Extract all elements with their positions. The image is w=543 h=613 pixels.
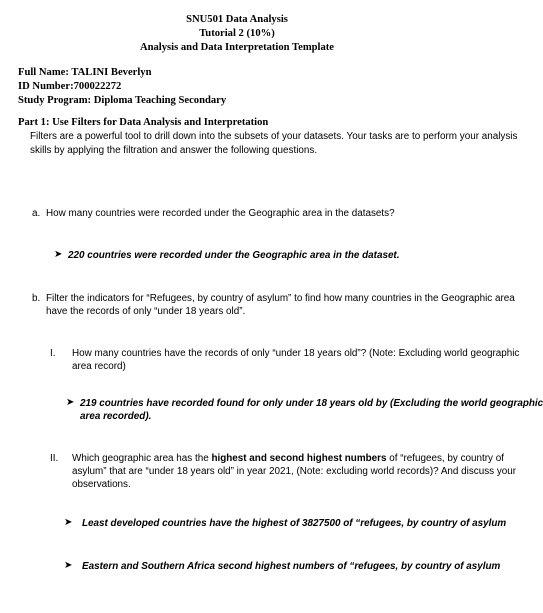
template-title: Analysis and Data Interpretation Template — [139, 42, 335, 53]
answer-b2-line1: Least developed countries have the highest of 3827500 of “refugees, by country of asylum — [82, 518, 507, 529]
part1-heading: Part 1: Use Filters for Data Analysis and Interpretation — [18, 117, 269, 128]
answer-b1-line1: 219 countries have recorded found for only under 18 years old by (Excluding the world geographic — [80, 398, 543, 409]
answer-b2-bullet-icon-1: ➤ — [64, 517, 73, 528]
question-b2-line2: asylum” that are “under 18 years old” in year 2021, (Note: excluding world records)? And discuss your — [72, 466, 517, 477]
student-name: Full Name: TALINI Beverlyn — [18, 67, 152, 78]
answer-a-text: 220 countries were recorded under the Geographic area in the dataset. — [68, 250, 400, 261]
question-b-line1: Filter the indicators for “Refugees, by country of asylum” to find how many countries in the Geographic area — [46, 293, 515, 304]
part1-intro-line2: skills by applying the filtration and answer the following questions. — [30, 145, 318, 156]
question-b2-emphasis: highest and second highest numbers — [211, 453, 387, 464]
answer-a-bullet-icon: ➤ — [54, 249, 63, 260]
answer-b2-bullet-icon-2: ➤ — [64, 560, 73, 571]
question-b2-marker: II. — [50, 453, 59, 464]
question-a-text: How many countries were recorded under the Geographic area in the datasets? — [46, 208, 395, 219]
course-title: SNU501 Data Analysis — [186, 14, 288, 25]
question-b-marker: b. — [32, 293, 41, 304]
part1-intro-line1: Filters are a powerful tool to drill down into the subsets of your datasets. Your tasks are to perform your analysis — [30, 131, 518, 142]
question-b2-line3: observations. — [72, 479, 131, 490]
answer-b1-bullet-icon: ➤ — [66, 397, 75, 408]
question-b2-post: of “refugees, by country of — [386, 453, 504, 464]
question-b1-line2: area record) — [72, 361, 126, 372]
study-program: Study Program: Diploma Teaching Secondary — [18, 95, 227, 106]
answer-b1-line2: area recorded). — [80, 411, 152, 422]
question-b2-line1 — [72, 453, 504, 464]
question-b2-pre: Which geographic area has the — [72, 453, 212, 464]
question-b-line2: have the records of only “under 18 years old”. — [46, 306, 246, 317]
tutorial-title: Tutorial 2 (10%) — [199, 28, 275, 39]
answer-b2-line2: Eastern and Southern Africa second highest numbers of “refugees, by country of asylum — [82, 561, 501, 572]
student-id: ID Number:700022272 — [18, 81, 122, 92]
question-a-marker: a. — [32, 208, 41, 219]
question-b1-marker: I. — [50, 348, 56, 359]
question-b1-line1: How many countries have the records of only “under 18 years old”? (Note: Excluding world geographic — [72, 348, 520, 359]
